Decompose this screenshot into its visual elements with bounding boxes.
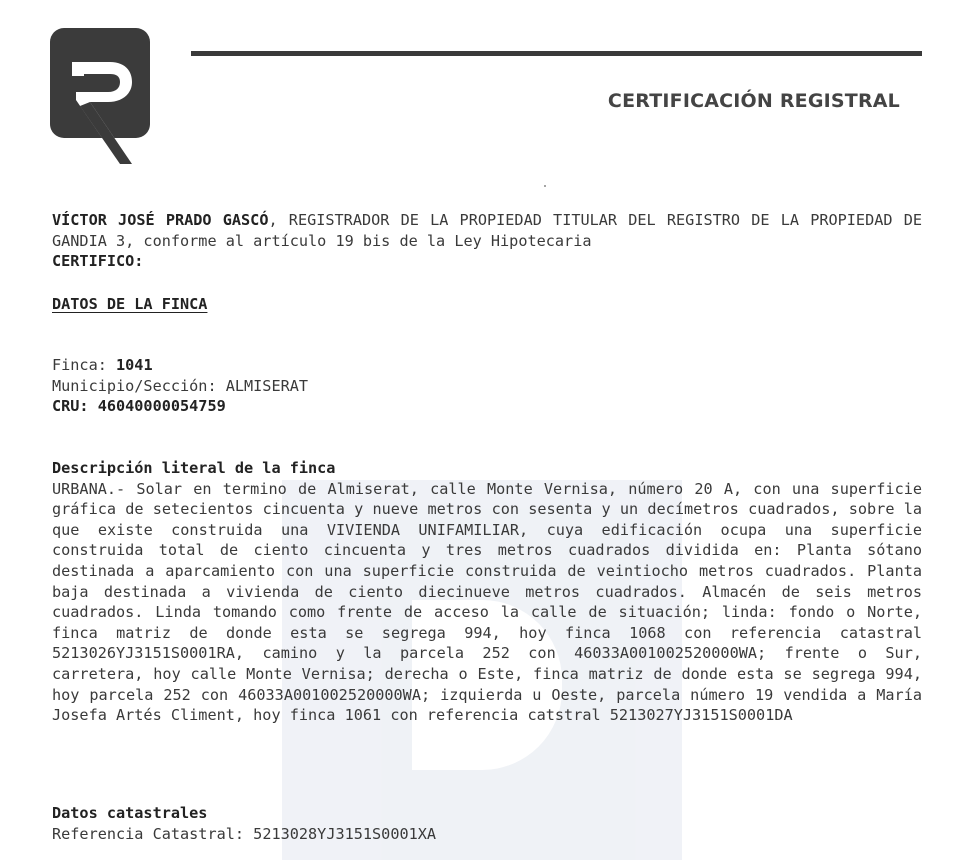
speck [544,185,546,187]
certifico-line [52,251,922,272]
descripcion-section [52,458,922,726]
descripcion-text: URBANA.- Solar en termino de Almiserat, calle Monte Vernisa, número 20 A, con una superficie gráfica de setecientos cincuenta y nueve metros con sesenta y un decímetros cuadrados, sobre la que existe construida una VIVIENDA UNIFAMILIAR, cuya edificación ocupa una superficie construida total de ciento cincuenta y tres metros cuadrados dividida en: Planta sótano destinada a aparcamiento con una superficie construida de veintiocho metros cuadrados. Planta baja destinada a vivienda de ciento diecinueve metros cuadrados. Almacén de seis metros cuadrados. Linda tomando como frente de acceso la calle de situación; linda: fondo o Norte, finca matriz de donde esta se segrega 994, hoy finca 1068 con referencia catastral 5213026YJ3151S0001RA, camino y la parcela 252 con 46033A001002520000WA; frente o Sur, carretera, hoy calle Monte Vernisa; derecha o Este, finca matriz de donde esta se segrega 994, hoy parcela 252 con 46033A001002520000WA; izquierda u Oeste, parcela número 19 vendida a María Josefa Artés Climent, hoy finca 1061 con referencia catstral 5213027YJ3151S0001DA [52,479,922,725]
finca-data [52,355,922,417]
cru-value: 46040000054759 [97,397,226,416]
certifico-label: CERTIFICO: [52,252,144,270]
finca-value: 1041 [116,356,153,374]
municipio-label: Municipio/Sección: [52,376,226,395]
finca-heading-block [52,294,922,315]
finca-heading: DATOS DE LA FINCA [52,295,208,313]
intro-text: , REGISTRADOR DE LA PROPIEDAD TITULAR DEL REGISTRO DE LA PROPIEDAD DE GANDIA 3, conforme al artículo 19 bis de la Ley Hipotecaria [52,211,922,250]
descripcion-heading: Descripción literal de la finca [52,459,336,477]
intro-paragraph [52,210,922,251]
municipio-value: ALMISERAT [225,376,309,395]
catastro-ref-value: 5213028YJ3151S0001XA [253,824,437,843]
registrar-name: VÍCTOR JOSÉ PRADO GASCÓ [52,211,269,229]
catastro-ref-label: Referencia Catastral: [52,824,254,843]
header-rule [191,51,922,56]
finca-label: Finca: [52,356,117,374]
registradores-logo-icon [50,28,154,166]
document-title: CERTIFICACIÓN REGISTRAL [607,90,900,112]
catastro-section [52,803,922,844]
catastro-heading: Datos catastrales [52,804,208,822]
cru-label: CRU: [52,397,98,416]
